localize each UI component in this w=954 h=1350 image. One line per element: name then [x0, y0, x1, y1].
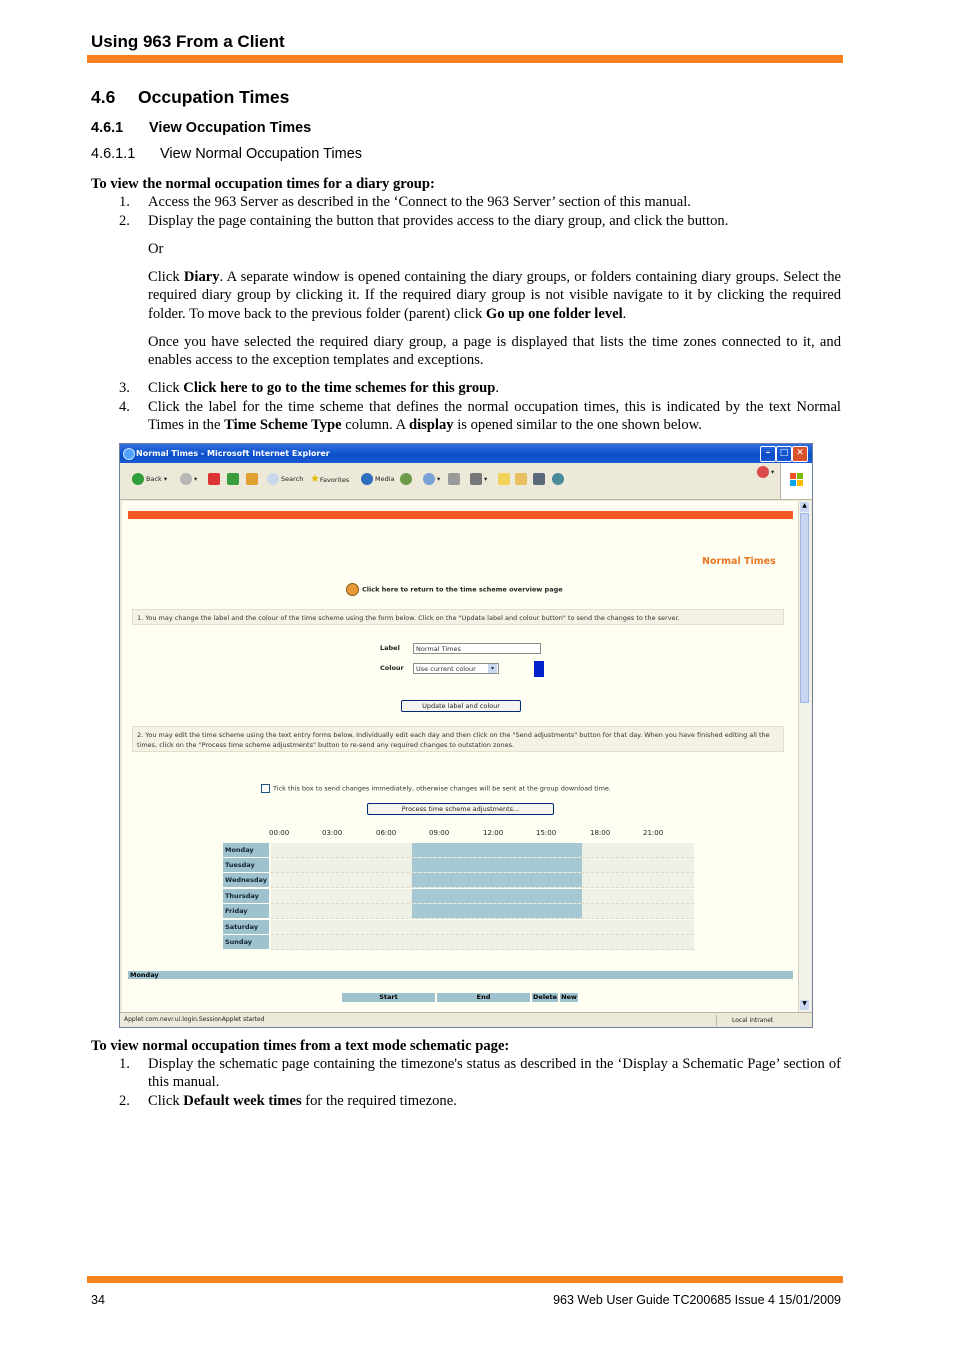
- diary-paragraph: [148, 268, 841, 323]
- colour-field-label: Colour: [380, 664, 404, 672]
- browser-screenshot: [119, 443, 813, 1028]
- day-timeline[interactable]: [271, 920, 694, 935]
- text-run: is opened similar to the one shown below.: [453, 417, 702, 434]
- time-tick: 00:00: [269, 829, 290, 837]
- search-label: Search: [281, 475, 304, 483]
- colour-swatch: [534, 661, 544, 677]
- day-timeline[interactable]: [271, 858, 694, 873]
- refresh-icon: [227, 473, 239, 485]
- list-number: 2.: [119, 213, 130, 229]
- document-reference: 963 Web User Guide TC200685 Issue 4 15/01/2009: [553, 1293, 841, 1307]
- messenger-icon: [533, 473, 545, 485]
- favorites-label: Favorites: [319, 476, 350, 484]
- list-number: 4.: [119, 399, 130, 415]
- scrollbar[interactable]: [798, 501, 811, 1012]
- running-header: Using 963 From a Client: [91, 32, 285, 51]
- time-tick: 12:00: [483, 829, 504, 837]
- time-tick: 09:00: [429, 829, 450, 837]
- back-icon: [132, 473, 144, 485]
- list-item: [119, 212, 841, 230]
- update-label-colour-button[interactable]: Update label and colour: [401, 700, 521, 712]
- scroll-thumb[interactable]: [800, 513, 809, 703]
- occupied-period: [412, 904, 582, 918]
- monday-band: Monday: [128, 971, 793, 979]
- diary-term: Diary: [183, 269, 220, 285]
- windows-logo-icon: [797, 480, 803, 486]
- label-field-label: Label: [380, 644, 400, 652]
- history-button[interactable]: [400, 472, 414, 486]
- day-timeline[interactable]: [271, 935, 694, 950]
- list-text: [148, 379, 841, 397]
- return-link[interactable]: [346, 583, 563, 596]
- subsubsection-heading: [91, 146, 362, 162]
- messenger-button[interactable]: [533, 472, 547, 486]
- windows-logo-icon: [797, 473, 803, 479]
- process-adjustments-button[interactable]: Process time scheme adjustments...: [367, 803, 554, 815]
- header-rule: [87, 55, 843, 63]
- list-text: Access the 963 Server as described in the ‘Connect to the 963 Server’ section of this manual.: [148, 194, 691, 210]
- back-label: Back: [146, 475, 162, 483]
- day-label: Thursday: [223, 889, 269, 903]
- list-item: [119, 398, 841, 435]
- history-icon: [400, 473, 412, 485]
- window-titlebar: [120, 444, 812, 463]
- zone-text: Local intranet: [716, 1015, 810, 1026]
- bold-term: Click here to go to the time schemes for this group: [183, 380, 496, 396]
- status-text: Applet com.nevr.ui.login.SessionApplet started: [124, 1016, 265, 1023]
- day-label: Sunday: [223, 935, 269, 949]
- day-label: Wednesday: [223, 873, 269, 887]
- time-tick: 06:00: [376, 829, 397, 837]
- day-timeline[interactable]: [271, 843, 694, 858]
- text-run: . A separate window is opened containing the diary groups, or folders containing diary groups. Select the required diary group by clicking it. If the required diary group is not visible navigate to it by clicking the required folder. To move back to the previous folder (parent) click: [148, 269, 841, 322]
- return-link-text: Click here to return to the time scheme overview page: [362, 585, 563, 594]
- mail-button[interactable]: ▾: [423, 472, 440, 486]
- col-new: New: [561, 993, 577, 1001]
- edit-button[interactable]: ▾: [470, 472, 487, 486]
- procedure-heading: To view the normal occupation times for a diary group:: [91, 176, 435, 192]
- text-run: .: [495, 380, 500, 396]
- list-number: 1.: [119, 1056, 130, 1072]
- star-icon: ★: [310, 472, 320, 485]
- list-text: [148, 398, 841, 435]
- print-icon: [448, 473, 460, 485]
- time-tick: 03:00: [322, 829, 343, 837]
- bold-term: display: [408, 417, 454, 434]
- list-number: 3.: [119, 380, 130, 396]
- day-timeline[interactable]: [271, 889, 694, 904]
- favorites-button[interactable]: [310, 472, 349, 486]
- forward-button[interactable]: ▾: [180, 472, 197, 486]
- occupied-period: [412, 873, 582, 887]
- home-button[interactable]: [246, 472, 260, 486]
- links-icon: [757, 466, 769, 478]
- send-immediately-checkbox[interactable]: [261, 784, 270, 793]
- time-tick: 21:00: [643, 829, 664, 837]
- refresh-button[interactable]: [227, 472, 241, 486]
- label-input[interactable]: Normal Times: [413, 643, 541, 654]
- section-number: 4.6: [91, 87, 116, 107]
- discuss-icon: [552, 473, 564, 485]
- media-button[interactable]: [361, 472, 395, 486]
- maximize-icon[interactable]: □: [776, 446, 792, 462]
- info-box-1: 1. You may change the label and the colour of the time scheme using the form below. Click on the "Update label and colour button" to send the changes to the server.: [132, 609, 784, 625]
- occupied-period: [412, 889, 582, 903]
- send-immediately-option: [261, 784, 611, 793]
- ie-icon: [123, 448, 135, 460]
- list-item: [119, 379, 841, 397]
- page-number: 34: [91, 1293, 105, 1307]
- print-button[interactable]: [448, 472, 462, 486]
- section-title: Occupation Times: [138, 87, 290, 107]
- time-tick: 15:00: [536, 829, 557, 837]
- links-button[interactable]: ▾: [757, 465, 774, 479]
- mail-icon: [423, 473, 435, 485]
- colour-select[interactable]: [413, 663, 499, 674]
- minimize-icon[interactable]: –: [760, 446, 776, 462]
- browser-toolbar: [120, 463, 812, 500]
- text-run: .: [622, 305, 627, 322]
- list-text: Display the page containing the button that provides access to the diary group, and click the button.: [148, 213, 729, 229]
- text-run: Click: [148, 380, 184, 396]
- text-run: column. A: [341, 417, 409, 434]
- chevron-down-icon: ▾: [488, 664, 497, 673]
- day-label: Tuesday: [223, 858, 269, 872]
- day-label: Monday: [223, 843, 269, 857]
- folder-button[interactable]: [498, 472, 512, 486]
- subsection-heading: [91, 120, 311, 136]
- list-text: Display the schematic page containing the timezone's status as described in the ‘Display a Schematic Page’ section of this manual.: [148, 1056, 841, 1091]
- list-number: 1.: [119, 194, 130, 210]
- day-label: Friday: [223, 904, 269, 918]
- windows-logo-icon: [790, 473, 796, 479]
- page-content: [122, 501, 798, 1012]
- discuss-button[interactable]: [552, 472, 566, 486]
- subsection-number: 4.6.1: [91, 120, 124, 136]
- scroll-down-icon[interactable]: ▼: [800, 1000, 809, 1010]
- subsubsection-number: 4.6.1.1: [91, 146, 136, 162]
- day-label: Saturday: [223, 920, 269, 934]
- text-run: Click the label for the time scheme that defines the normal occupation times, this is indicated by the text Normal Times in the: [148, 399, 841, 434]
- bold-term: Time Scheme Type: [224, 417, 342, 434]
- folder-icon: [498, 473, 510, 485]
- windows-logo-icon: [790, 480, 796, 486]
- page-title: Normal Times: [702, 556, 776, 567]
- list-item: [119, 1092, 841, 1110]
- stop-icon: [208, 473, 220, 485]
- scroll-up-icon[interactable]: ▲: [800, 502, 809, 512]
- or-text: Or: [148, 241, 164, 257]
- text-run: Click: [148, 269, 184, 285]
- research-icon: [515, 473, 527, 485]
- day-timeline[interactable]: [271, 904, 694, 919]
- edit-icon: [470, 473, 482, 485]
- info-box-2: 2. You may edit the time scheme using the text entry forms below. Individually edit each day and then click on the "Send adjustments" button for that day. When you have finished editing all the times, click on the "Process time scheme adjustments" button to re-send any required changes to outstation zones.: [132, 726, 784, 752]
- list-item: [119, 1055, 841, 1092]
- windows-logo-area: [780, 463, 813, 499]
- back-button[interactable]: Back ▾: [132, 472, 167, 486]
- once-paragraph: Once you have selected the required diary group, a page is displayed that lists the time zones connected to it, and enables access to the exception templates and exceptions.: [148, 334, 841, 369]
- text-run: for the required timezone.: [301, 1093, 457, 1109]
- media-icon: [361, 473, 373, 485]
- col-end: End: [437, 993, 530, 1002]
- search-button[interactable]: [267, 472, 303, 486]
- subsection-title: View Occupation Times: [149, 120, 312, 136]
- occupied-period: [412, 858, 582, 872]
- list-number: 2.: [119, 1093, 130, 1109]
- content-orange-bar: [128, 511, 793, 519]
- bold-term: Default week times: [183, 1093, 302, 1109]
- occupied-period: [412, 843, 582, 857]
- media-label: Media: [375, 475, 395, 483]
- time-tick: 18:00: [590, 829, 611, 837]
- section-heading: [91, 87, 289, 108]
- list-text: [148, 1092, 841, 1110]
- text-run: Click: [148, 1093, 184, 1109]
- procedure-heading: To view normal occupation times from a text mode schematic page:: [91, 1038, 510, 1054]
- list-item: [119, 193, 841, 211]
- search-icon: [267, 473, 279, 485]
- close-icon[interactable]: ✕: [792, 446, 808, 462]
- day-timeline[interactable]: [271, 873, 694, 888]
- stop-button[interactable]: [208, 472, 222, 486]
- status-bar: [120, 1012, 812, 1028]
- col-delete: Delete: [533, 993, 557, 1001]
- subsubsection-title: View Normal Occupation Times: [160, 146, 363, 162]
- forward-icon: [180, 473, 192, 485]
- col-start: Start: [342, 993, 435, 1002]
- window-title: Normal Times - Microsoft Internet Explorer: [136, 449, 330, 458]
- return-icon: [346, 583, 359, 596]
- send-immediately-text: Tick this box to send changes immediately, otherwise changes will be sent at the group download time.: [273, 784, 611, 793]
- research-button[interactable]: [515, 472, 529, 486]
- home-icon: [246, 473, 258, 485]
- go-up-term: Go up one folder level: [485, 305, 623, 322]
- colour-select-value: Use current colour: [416, 665, 476, 673]
- footer-rule: [87, 1276, 843, 1283]
